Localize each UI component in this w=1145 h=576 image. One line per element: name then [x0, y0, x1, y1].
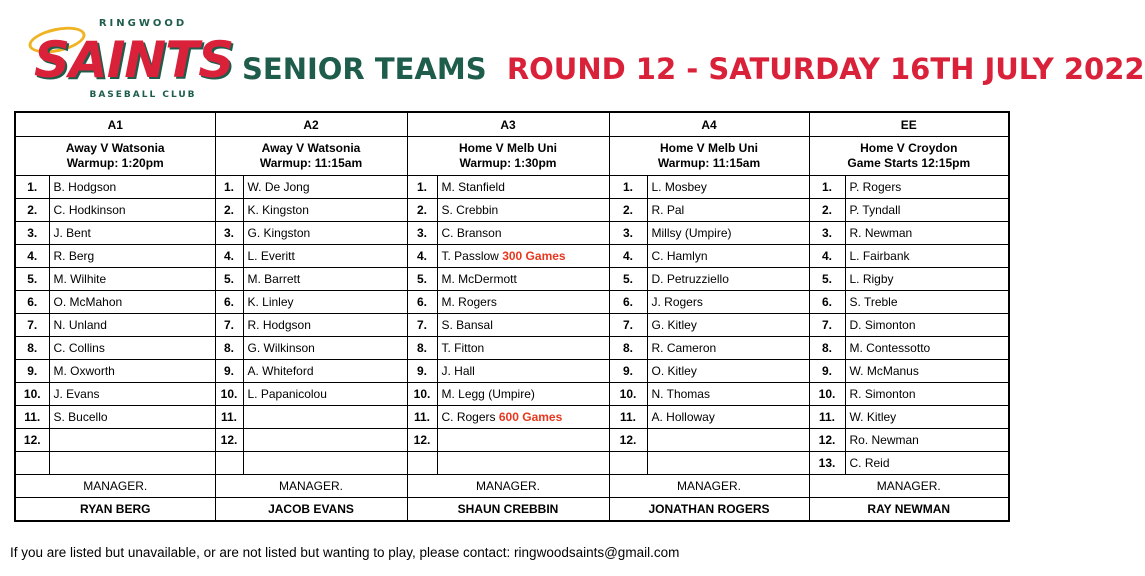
- milestone-badge: 300 Games: [502, 249, 566, 263]
- manager-label: MANAGER.: [809, 475, 1009, 498]
- player-name-text: J. Rogers: [651, 295, 703, 309]
- player-number: 2.: [809, 199, 845, 222]
- player-number: 1.: [809, 176, 845, 199]
- player-name: [845, 291, 1009, 314]
- player-number: 7.: [215, 314, 243, 337]
- player-number: 2.: [609, 199, 647, 222]
- player-number: 8.: [809, 337, 845, 360]
- team-info-row: [15, 137, 1009, 176]
- player-name-text: G. Wilkinson: [247, 341, 315, 355]
- fixture-time: Game Starts 12:15pm: [847, 156, 971, 170]
- player-number: 9.: [407, 360, 437, 383]
- player-name: [845, 199, 1009, 222]
- player-row: [15, 383, 1009, 406]
- player-row: [15, 337, 1009, 360]
- player-number: 10.: [407, 383, 437, 406]
- player-name: [49, 245, 215, 268]
- player-name: [243, 383, 407, 406]
- player-name-text: R. Hodgson: [247, 318, 311, 332]
- contact-footer: If you are listed but unavailable, or are not listed but wanting to play, please contact: ringwoodsaints@gmail.com: [10, 545, 680, 560]
- club-logo: [24, 18, 234, 106]
- player-name: [647, 337, 809, 360]
- player-name: [845, 176, 1009, 199]
- player-name: [845, 268, 1009, 291]
- player-number: 7.: [15, 314, 49, 337]
- manager-label: MANAGER.: [215, 475, 407, 498]
- player-number: 13.: [809, 452, 845, 475]
- player-name-text: M. Oxworth: [53, 364, 115, 378]
- player-name-text: C. Reid: [849, 456, 890, 470]
- player-name-text: G. Kingston: [247, 226, 311, 240]
- player-name: [845, 245, 1009, 268]
- player-name: [243, 291, 407, 314]
- player-number: 4.: [809, 245, 845, 268]
- player-number: 5.: [809, 268, 845, 291]
- manager-label-row: [15, 475, 1009, 498]
- player-name: [437, 222, 609, 245]
- player-name-text: M. Barrett: [247, 272, 301, 286]
- player-number: 1.: [215, 176, 243, 199]
- player-name-text: O. McMahon: [53, 295, 123, 309]
- player-number: [407, 452, 437, 475]
- player-name: [243, 337, 407, 360]
- player-number: 1.: [407, 176, 437, 199]
- milestone-badge: 600 Games: [498, 410, 563, 424]
- player-name-text: L. Fairbank: [849, 249, 910, 263]
- player-name-text: D. Petruzziello: [651, 272, 729, 286]
- logo-top-text: RINGWOOD: [98, 18, 188, 29]
- player-number: 1.: [15, 176, 49, 199]
- player-number: 3.: [407, 222, 437, 245]
- player-name-text: G. Kitley: [651, 318, 697, 332]
- player-number: 3.: [809, 222, 845, 245]
- player-name: [49, 222, 215, 245]
- player-row: [15, 314, 1009, 337]
- manager-name: SHAUN CREBBIN: [407, 498, 609, 522]
- team-fixture: [809, 137, 1009, 176]
- player-number: 8.: [15, 337, 49, 360]
- player-name: [845, 406, 1009, 429]
- player-name-text: A. Holloway: [651, 410, 715, 424]
- player-number: 7.: [809, 314, 845, 337]
- player-number: 9.: [215, 360, 243, 383]
- player-number: [215, 452, 243, 475]
- player-name-text: L. Rigby: [849, 272, 894, 286]
- player-name-text: T. Passlow: [441, 249, 499, 263]
- player-name-text: R. Berg: [53, 249, 95, 263]
- player-name-text: S. Bucello: [53, 410, 108, 424]
- player-row: [15, 452, 1009, 475]
- player-name: [437, 406, 609, 429]
- player-number: 4.: [215, 245, 243, 268]
- player-number: 8.: [609, 337, 647, 360]
- player-number: [15, 452, 49, 475]
- fixture-time: Warmup: 1:30pm: [459, 156, 557, 170]
- manager-name-row: [15, 498, 1009, 522]
- player-number: 3.: [15, 222, 49, 245]
- player-number: 9.: [609, 360, 647, 383]
- player-name-text: J. Hall: [441, 364, 475, 378]
- player-name-text: A. Whiteford: [247, 364, 314, 378]
- player-name: [243, 314, 407, 337]
- player-name: [437, 337, 609, 360]
- player-name: [437, 314, 609, 337]
- player-name-text: S. Treble: [849, 295, 898, 309]
- player-name: [437, 291, 609, 314]
- player-name-text: R. Newman: [849, 226, 913, 240]
- player-name-text: L. Mosbey: [651, 180, 707, 194]
- player-name: [845, 383, 1009, 406]
- player-row: [15, 291, 1009, 314]
- player-name-text: S. Crebbin: [441, 203, 499, 217]
- player-number: 9.: [15, 360, 49, 383]
- player-row: [15, 222, 1009, 245]
- player-number: 8.: [215, 337, 243, 360]
- player-name-text: N. Thomas: [651, 387, 710, 401]
- player-name-text: D. Simonton: [849, 318, 916, 332]
- player-name: [437, 176, 609, 199]
- player-name: [647, 406, 809, 429]
- player-name-text: M. Wilhite: [53, 272, 107, 286]
- player-number: 5.: [609, 268, 647, 291]
- player-number: 11.: [215, 406, 243, 429]
- player-number: 11.: [809, 406, 845, 429]
- manager-label: MANAGER.: [609, 475, 809, 498]
- player-number: 11.: [15, 406, 49, 429]
- title-round: ROUND 12 - SATURDAY 16TH JULY 2022: [506, 52, 1145, 86]
- player-name-text: L. Papanicolou: [247, 387, 327, 401]
- player-name-text: J. Evans: [53, 387, 100, 401]
- player-name: [243, 406, 407, 429]
- player-row: [15, 245, 1009, 268]
- player-number: 6.: [15, 291, 49, 314]
- fixture-time: Warmup: 1:20pm: [66, 156, 164, 170]
- fixture-opponent: Home V Melb Uni: [659, 141, 758, 155]
- player-number: 12.: [809, 429, 845, 452]
- player-name-text: M. Contessotto: [849, 341, 931, 355]
- fixture-time: Warmup: 11:15am: [657, 156, 761, 170]
- player-name-text: Millsy (Umpire): [651, 226, 732, 240]
- player-name: [437, 360, 609, 383]
- player-number: 3.: [215, 222, 243, 245]
- team-fixture: [215, 137, 407, 176]
- player-name-text: Ro. Newman: [849, 433, 919, 447]
- manager-label: MANAGER.: [15, 475, 215, 498]
- player-name-text: T. Fitton: [441, 341, 485, 355]
- player-number: 5.: [15, 268, 49, 291]
- player-name: [647, 268, 809, 291]
- player-name: [49, 360, 215, 383]
- player-name-text: K. Linley: [247, 295, 294, 309]
- player-name: [647, 314, 809, 337]
- player-name-text: R. Simonton: [849, 387, 916, 401]
- manager-name: RYAN BERG: [15, 498, 215, 522]
- player-name: [647, 199, 809, 222]
- player-name-text: J. Bent: [53, 226, 91, 240]
- player-name-text: C. Rogers: [441, 410, 496, 424]
- player-name-text: P. Tyndall: [849, 203, 901, 217]
- player-name: [647, 222, 809, 245]
- player-row: [15, 176, 1009, 199]
- player-number: 8.: [407, 337, 437, 360]
- player-number: 10.: [809, 383, 845, 406]
- fixture-opponent: Home V Croydon: [860, 141, 958, 155]
- player-row: [15, 360, 1009, 383]
- player-name-text: R. Cameron: [651, 341, 717, 355]
- page-title: [242, 48, 1145, 90]
- player-name-text: W. McManus: [849, 364, 919, 378]
- player-number: 10.: [215, 383, 243, 406]
- player-number: 2.: [407, 199, 437, 222]
- roster-table: [14, 111, 1010, 522]
- fixture-opponent: Home V Melb Uni: [458, 141, 557, 155]
- player-name: [845, 429, 1009, 452]
- player-name-text: R. Pal: [651, 203, 685, 217]
- player-name: [243, 245, 407, 268]
- player-name: [437, 429, 609, 452]
- team-name: A1: [15, 112, 215, 137]
- player-name: [647, 245, 809, 268]
- player-name: [49, 337, 215, 360]
- manager-name: JONATHAN ROGERS: [609, 498, 809, 522]
- player-name: [437, 452, 609, 475]
- player-name-text: W. De Jong: [247, 180, 310, 194]
- player-name: [647, 452, 809, 475]
- team-fixture: [15, 137, 215, 176]
- player-name-text: C. Hodkinson: [53, 203, 126, 217]
- player-name: [437, 268, 609, 291]
- player-name: [437, 383, 609, 406]
- player-number: 2.: [215, 199, 243, 222]
- team-fixture: [609, 137, 809, 176]
- player-number: 4.: [15, 245, 49, 268]
- player-name: [243, 452, 407, 475]
- player-number: 7.: [407, 314, 437, 337]
- fixture-opponent: Away V Watsonia: [65, 141, 165, 155]
- player-name-text: P. Rogers: [849, 180, 902, 194]
- player-number: 7.: [609, 314, 647, 337]
- player-name: [49, 199, 215, 222]
- player-row: [15, 199, 1009, 222]
- team-name: A3: [407, 112, 609, 137]
- player-number: 6.: [609, 291, 647, 314]
- player-name-text: C. Hamlyn: [651, 249, 708, 263]
- player-name: [49, 452, 215, 475]
- player-name-text: M. Rogers: [441, 295, 497, 309]
- team-header-row: [15, 112, 1009, 137]
- manager-name: RAY NEWMAN: [809, 498, 1009, 522]
- player-name: [49, 268, 215, 291]
- player-number: 12.: [215, 429, 243, 452]
- player-number: 5.: [407, 268, 437, 291]
- player-name: [243, 360, 407, 383]
- player-number: 5.: [215, 268, 243, 291]
- logo-wordmark: SAINTS: [34, 31, 234, 89]
- player-name: [243, 268, 407, 291]
- player-name: [647, 360, 809, 383]
- player-row: [15, 268, 1009, 291]
- player-number: 12.: [609, 429, 647, 452]
- player-number: [609, 452, 647, 475]
- player-name: [243, 222, 407, 245]
- player-name: [647, 383, 809, 406]
- player-name: [49, 176, 215, 199]
- player-name: [845, 314, 1009, 337]
- player-name-text: M. McDermott: [441, 272, 517, 286]
- logo-bottom-text: BASEBALL CLUB: [89, 90, 197, 100]
- player-name: [437, 245, 609, 268]
- player-name: [845, 360, 1009, 383]
- player-number: 12.: [407, 429, 437, 452]
- player-name: [845, 452, 1009, 475]
- player-name: [647, 176, 809, 199]
- fixture-opponent: Away V Watsonia: [261, 141, 361, 155]
- player-name-text: C. Collins: [53, 341, 105, 355]
- team-name: EE: [809, 112, 1009, 137]
- player-number: 10.: [15, 383, 49, 406]
- player-name: [243, 199, 407, 222]
- player-number: 6.: [215, 291, 243, 314]
- player-number: 2.: [15, 199, 49, 222]
- player-number: 6.: [809, 291, 845, 314]
- player-name: [437, 199, 609, 222]
- title-senior-teams: SENIOR TEAMS: [242, 52, 487, 86]
- player-name-text: M. Stanfield: [441, 180, 505, 194]
- player-number: 3.: [609, 222, 647, 245]
- player-name: [49, 291, 215, 314]
- player-number: 9.: [809, 360, 845, 383]
- player-name-text: K. Kingston: [247, 203, 309, 217]
- player-name: [243, 429, 407, 452]
- player-name-text: S. Bansal: [441, 318, 493, 332]
- player-number: 1.: [609, 176, 647, 199]
- player-name: [845, 222, 1009, 245]
- manager-name: JACOB EVANS: [215, 498, 407, 522]
- player-name-text: O. Kitley: [651, 364, 697, 378]
- player-name-text: L. Everitt: [247, 249, 295, 263]
- player-row: [15, 406, 1009, 429]
- player-name: [49, 383, 215, 406]
- player-number: 11.: [407, 406, 437, 429]
- player-row: [15, 429, 1009, 452]
- team-name: A2: [215, 112, 407, 137]
- player-name-text: C. Branson: [441, 226, 502, 240]
- player-name: [49, 429, 215, 452]
- player-number: 4.: [609, 245, 647, 268]
- team-name: A4: [609, 112, 809, 137]
- manager-label: MANAGER.: [407, 475, 609, 498]
- player-number: 4.: [407, 245, 437, 268]
- player-name: [49, 314, 215, 337]
- player-name: [647, 429, 809, 452]
- player-number: 12.: [15, 429, 49, 452]
- player-number: 6.: [407, 291, 437, 314]
- team-fixture: [407, 137, 609, 176]
- player-name-text: N. Unland: [53, 318, 107, 332]
- player-name: [49, 406, 215, 429]
- player-name: [845, 337, 1009, 360]
- fixture-time: Warmup: 11:15am: [259, 156, 363, 170]
- player-number: 10.: [609, 383, 647, 406]
- player-name: [647, 291, 809, 314]
- player-name: [243, 176, 407, 199]
- player-name-text: W. Kitley: [849, 410, 897, 424]
- player-name-text: B. Hodgson: [53, 180, 117, 194]
- player-name-text: M. Legg (Umpire): [441, 387, 535, 401]
- player-number: 11.: [609, 406, 647, 429]
